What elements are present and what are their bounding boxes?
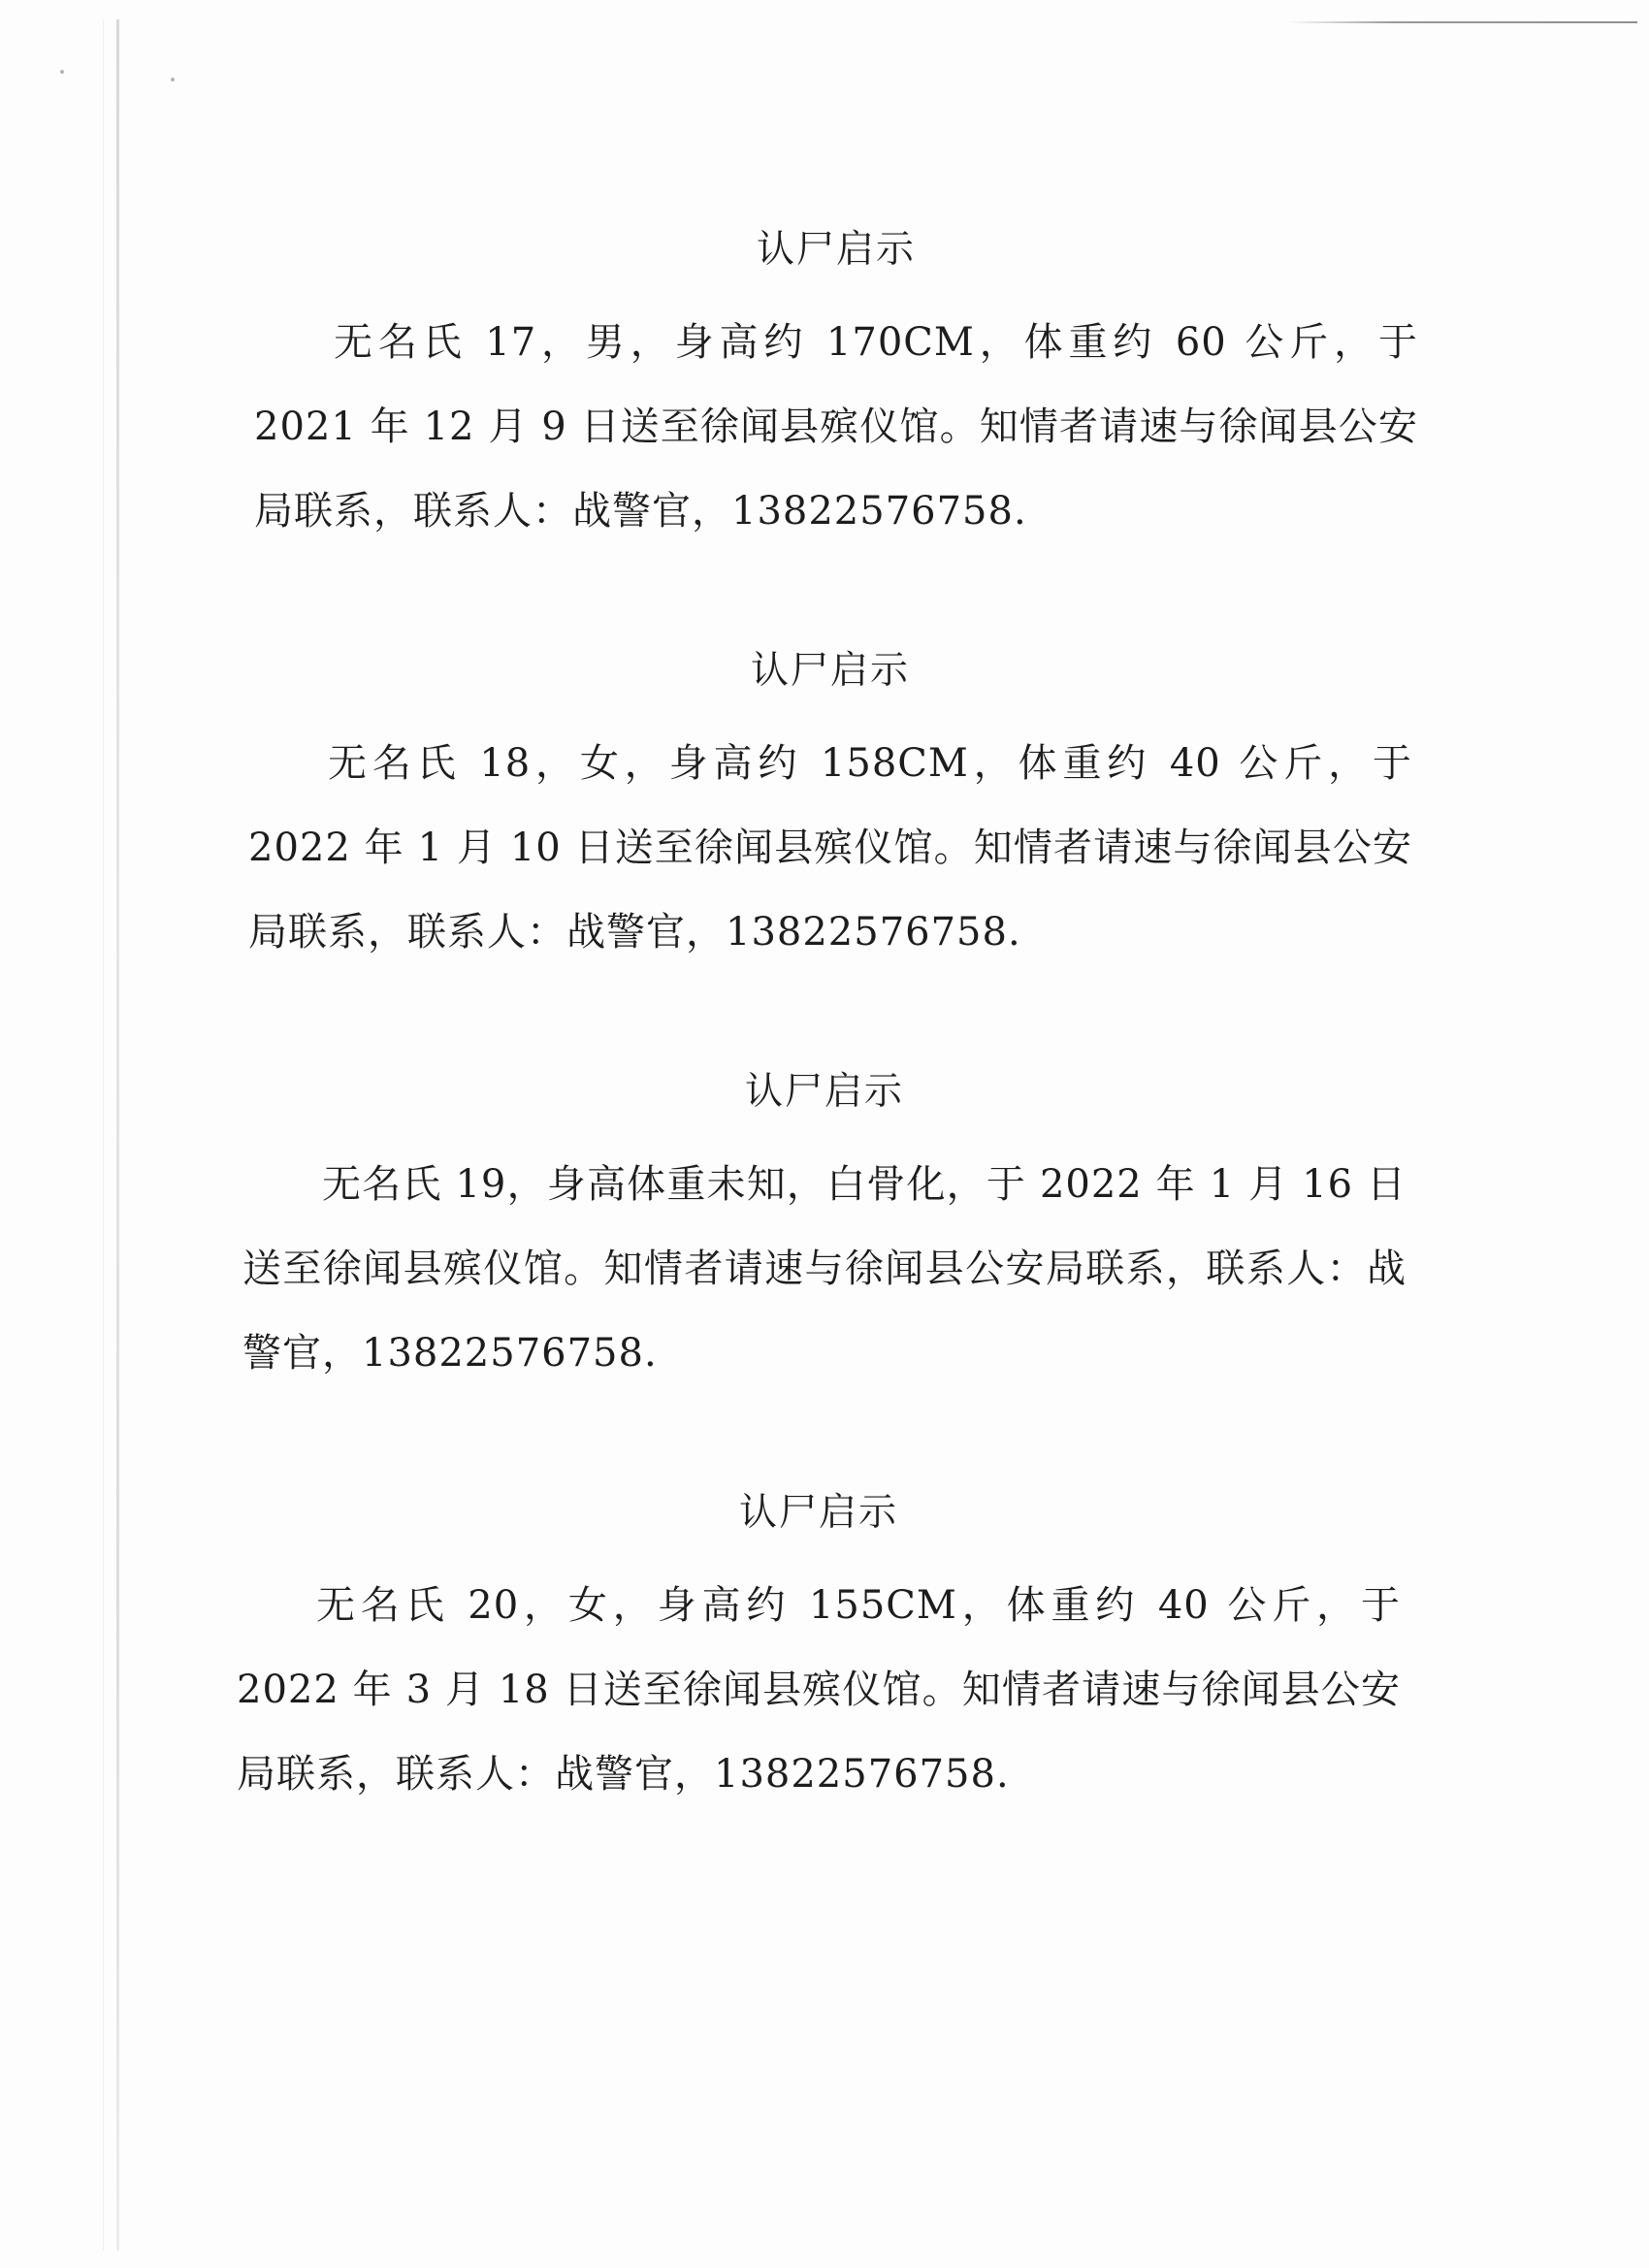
scan-edge-left [116,19,119,2251]
notice-1 [254,221,1418,554]
notice-body: 无名氏 17，男，身高约 170CM，体重约 60 公斤，于 2021 年 12 月 9 日送至徐闻县殡仪馆。知情者请速与徐闻县公安局联系，联系人：战警官，13822576758. [254,320,1418,534]
scan-speck [60,70,64,74]
notice-2 [248,642,1412,975]
notice-3 [242,1063,1406,1396]
notice-title: 认尸启示 [750,649,910,693]
scan-edge-left-faint [103,19,104,2251]
notice-body: 无名氏 20，女，身高约 155CM，体重约 40 公斤，于 2022 年 3 月 18 日送至徐闻县殡仪馆。知情者请速与徐闻县公安局联系，联系人：战警官，13822576758. [237,1583,1401,1797]
scan-edge-top [1288,21,1637,23]
notice-title: 认尸启示 [756,228,916,272]
notice-title: 认尸启示 [744,1070,904,1114]
scan-speck [171,78,175,81]
notice-4 [237,1484,1401,1817]
notice-title: 认尸启示 [738,1491,898,1535]
notice-body: 无名氏 19，身高体重未知，白骨化，于 2022 年 1 月 16 日送至徐闻县殡仪馆。知情者请速与徐闻县公安局联系，联系人：战警官，13822576758. [242,1162,1406,1376]
notice-body: 无名氏 18，女，身高约 158CM，体重约 40 公斤，于 2022 年 1 月 10 日送至徐闻县殡仪馆。知情者请速与徐闻县公安局联系，联系人：战警官，13822576758. [248,741,1412,955]
